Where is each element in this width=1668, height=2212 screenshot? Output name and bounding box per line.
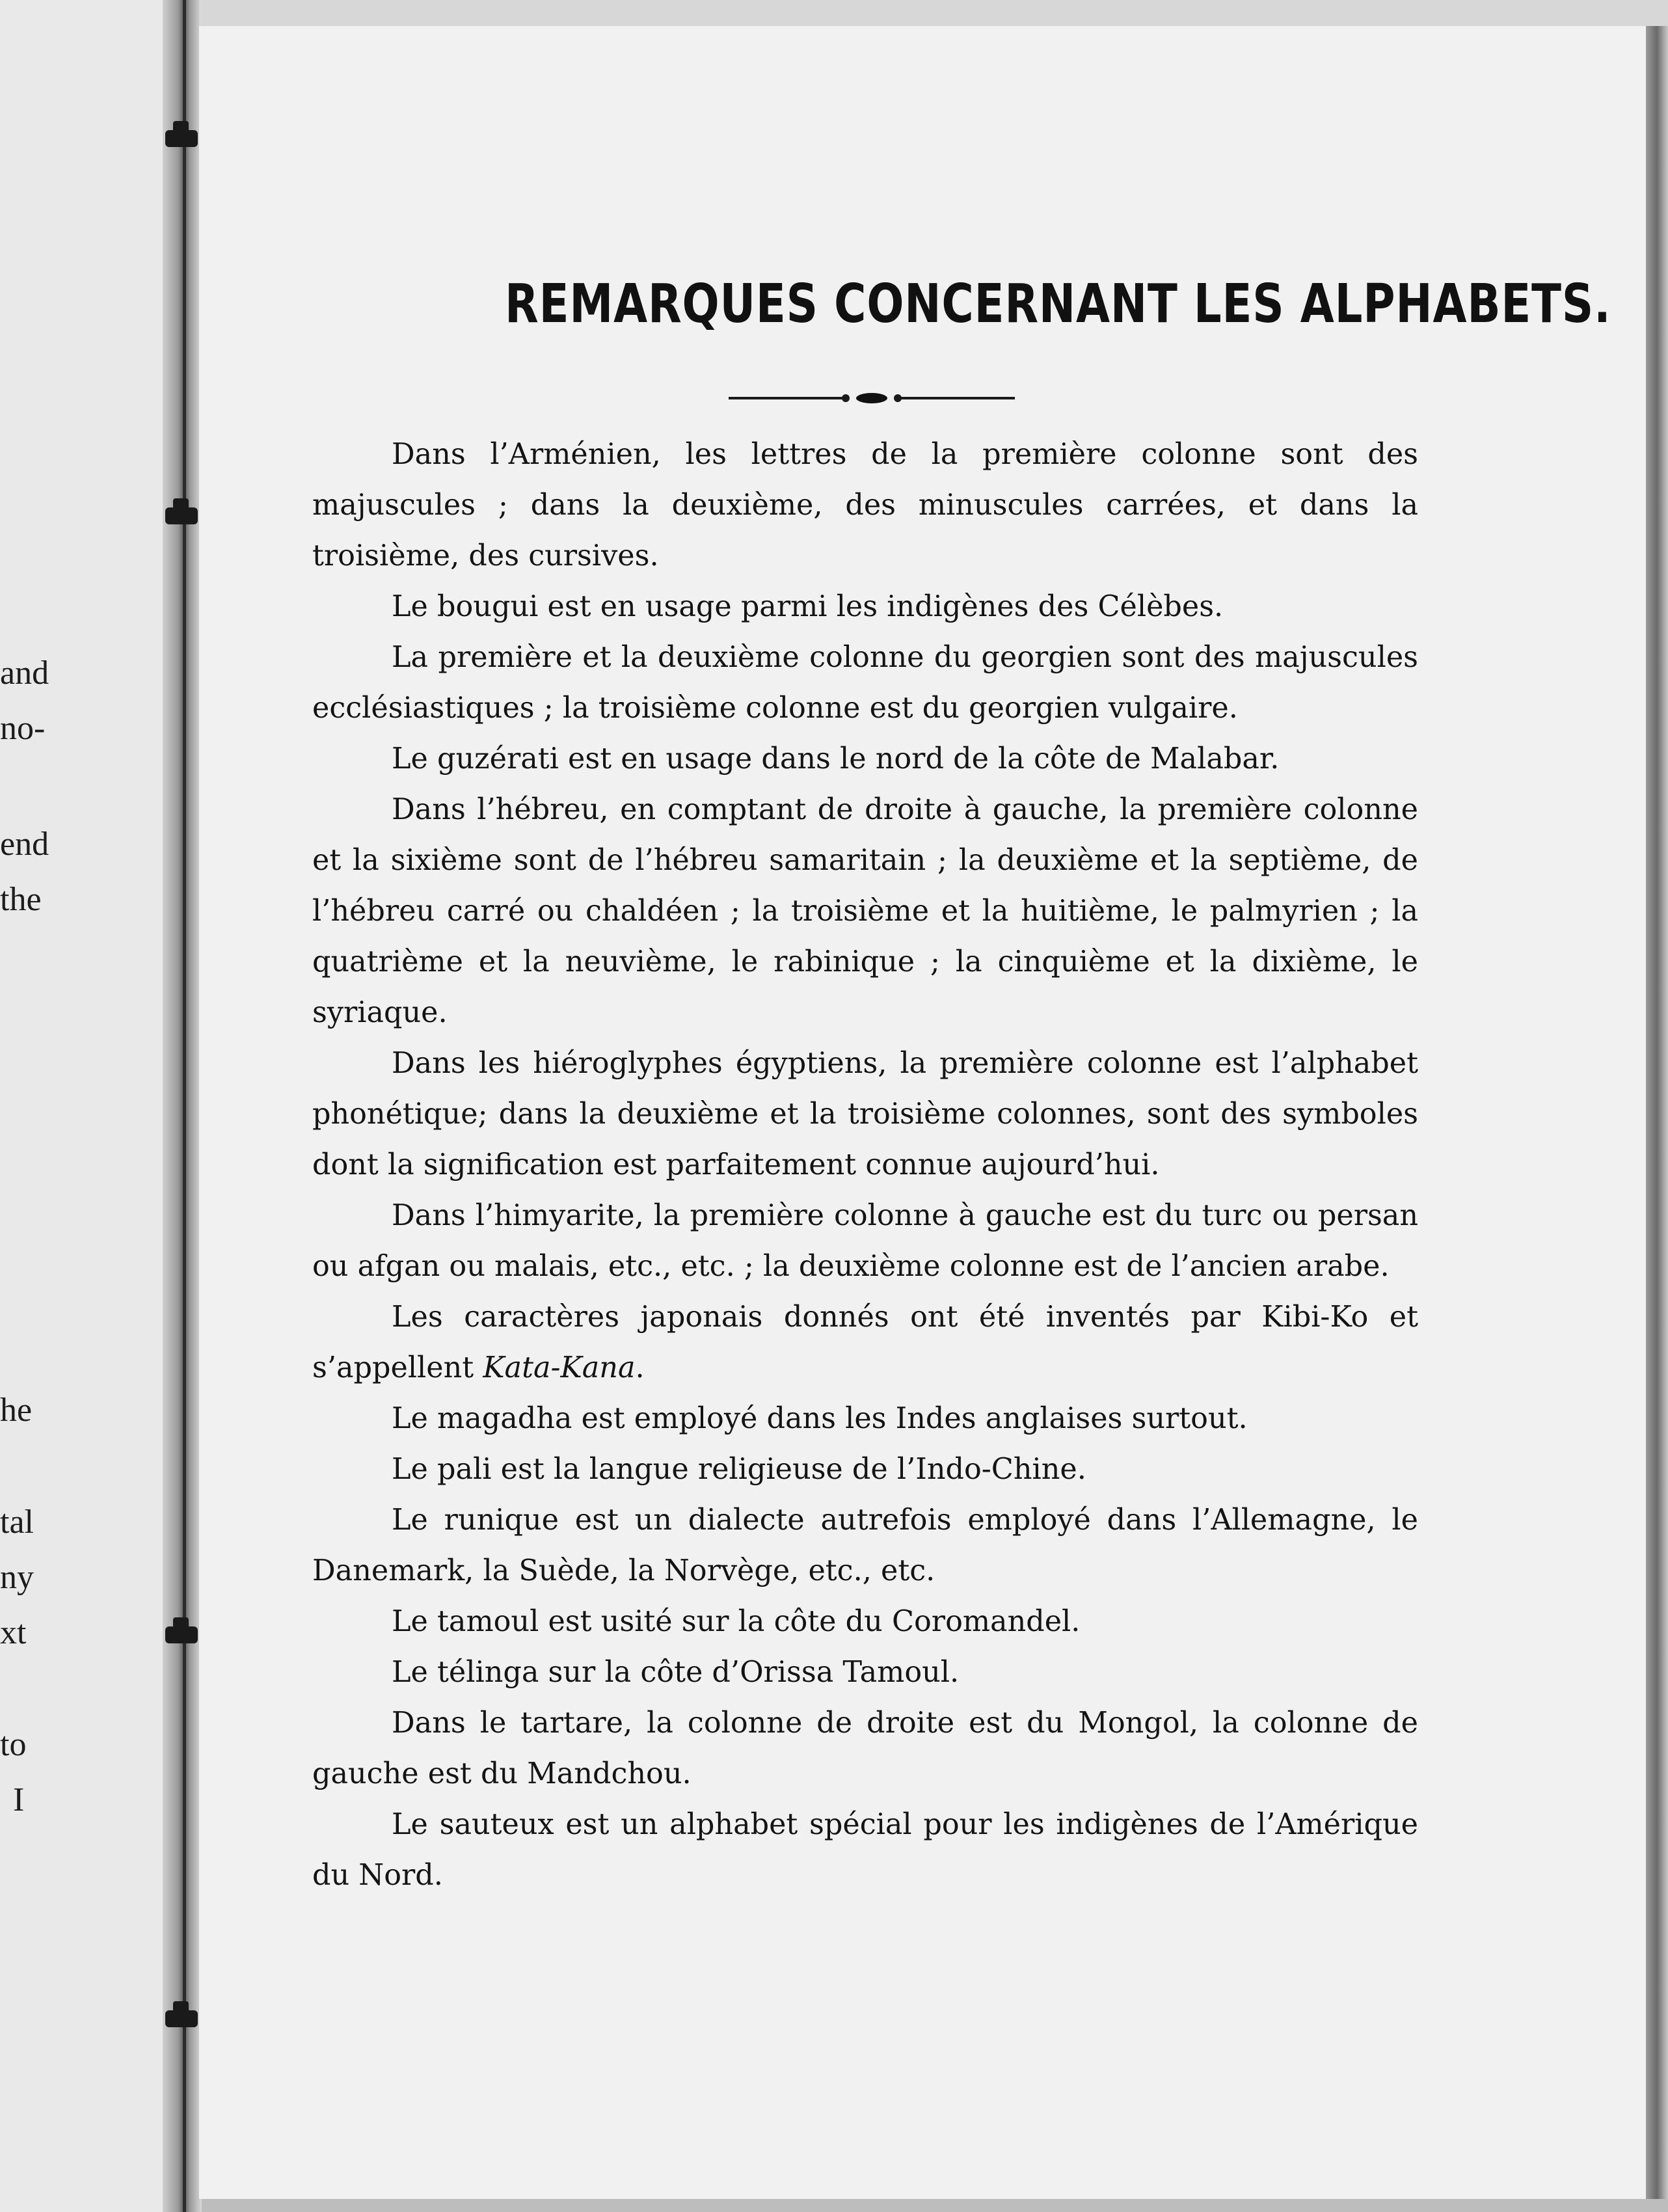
paragraph-tail: .: [635, 1351, 645, 1384]
paragraph: Le magadha est employé dans les Indes anglaises surtout.: [392, 1402, 1248, 1435]
binding-stitch: [165, 130, 198, 147]
body-text: [312, 429, 1418, 1901]
paragraph: Dans l’Arménien, les lettres de la première colonne sont des majuscules ; dans la deuxième, des minuscules carrées, et dans la troisième, des cursives.: [312, 438, 1418, 573]
paragraph: Le bougui est en usage parmi les indigènes des Célèbes.: [392, 590, 1224, 623]
page-right-edge: [1646, 26, 1668, 2199]
binding-line: [183, 0, 186, 2212]
gutter-shadow: [163, 0, 202, 2212]
margin-fragment: tal: [0, 1504, 34, 1541]
margin-fragment: no-: [0, 710, 46, 747]
paragraph: Le guzérati est en usage dans le nord de la côte de Malabar.: [392, 742, 1280, 776]
paragraph: La première et la deuxième colonne du georgien sont des majuscules ecclésiastiques ; la troisième colonne est du georgien vulgaire.: [312, 641, 1418, 725]
paragraph: Le pali est la langue religieuse de l’Indo-Chine.: [392, 1453, 1086, 1486]
paragraph: Dans le tartare, la colonne de droite est du Mongol, la colonne de gauche est du Mandchou.: [312, 1706, 1418, 1790]
facing-page: [0, 0, 181, 2212]
margin-fragment: and: [0, 654, 49, 692]
margin-fragment: I: [13, 1781, 25, 1818]
margin-fragment: xt: [0, 1614, 27, 1651]
paragraph: [312, 1292, 1418, 1394]
paragraph: Le sauteux est un alphabet spécial pour les indigènes de l’Amérique du Nord.: [312, 1808, 1418, 1892]
title-ornament: [729, 393, 1015, 403]
margin-fragment: end: [0, 826, 49, 863]
paragraph: Le télinga sur la côte d’Orissa Tamoul.: [392, 1656, 960, 1689]
paragraph: Dans les hiéroglyphes égyptiens, la première colonne est l’alphabet phonétique; dans la deuxième et la troisième colonnes, sont des symboles dont la signification est parfaitement connue aujourd’hui.: [312, 1047, 1418, 1181]
margin-fragment: ny: [0, 1559, 34, 1596]
page-title: REMARQUES CONCERNANT LES ALPHABETS.: [505, 273, 1611, 335]
paragraph-text: Les caractères japonais donnés ont été inventés par Kibi-Ko et s’appellent: [312, 1301, 1418, 1384]
binding-stitch: [165, 507, 198, 524]
paragraph: Le tamoul est usité sur la côte du Coromandel.: [392, 1605, 1081, 1638]
paragraph: Dans l’hébreu, en comptant de droite à gauche, la première colonne et la sixième sont de l’hébreu samaritain ; la deuxième et la septième, de l’hébreu carré ou chaldéen ; la troisième et la huitième, le palmyrien ; la quatrième et la neuvième, le rabinique ; la cinquième et la dixième, le syriaque.: [312, 793, 1418, 1029]
paragraph: Dans l’himyarite, la première colonne à gauche est du turc ou persan ou afgan ou malais, etc., etc. ; la deuxième colonne est de l’ancien arabe.: [312, 1199, 1418, 1283]
margin-fragment: the: [0, 881, 42, 918]
margin-fragment: he: [0, 1392, 33, 1429]
binding-stitch: [165, 1626, 198, 1643]
paragraph: Le runique est un dialecte autrefois employé dans l’Allemagne, le Danemark, la Suède, la Norvège, etc., etc.: [312, 1504, 1418, 1587]
margin-fragment: to: [0, 1726, 27, 1763]
italic-term: Kata-Kana: [483, 1351, 636, 1384]
page-top-edge: [199, 0, 1668, 26]
binding-stitch: [165, 2010, 198, 2027]
